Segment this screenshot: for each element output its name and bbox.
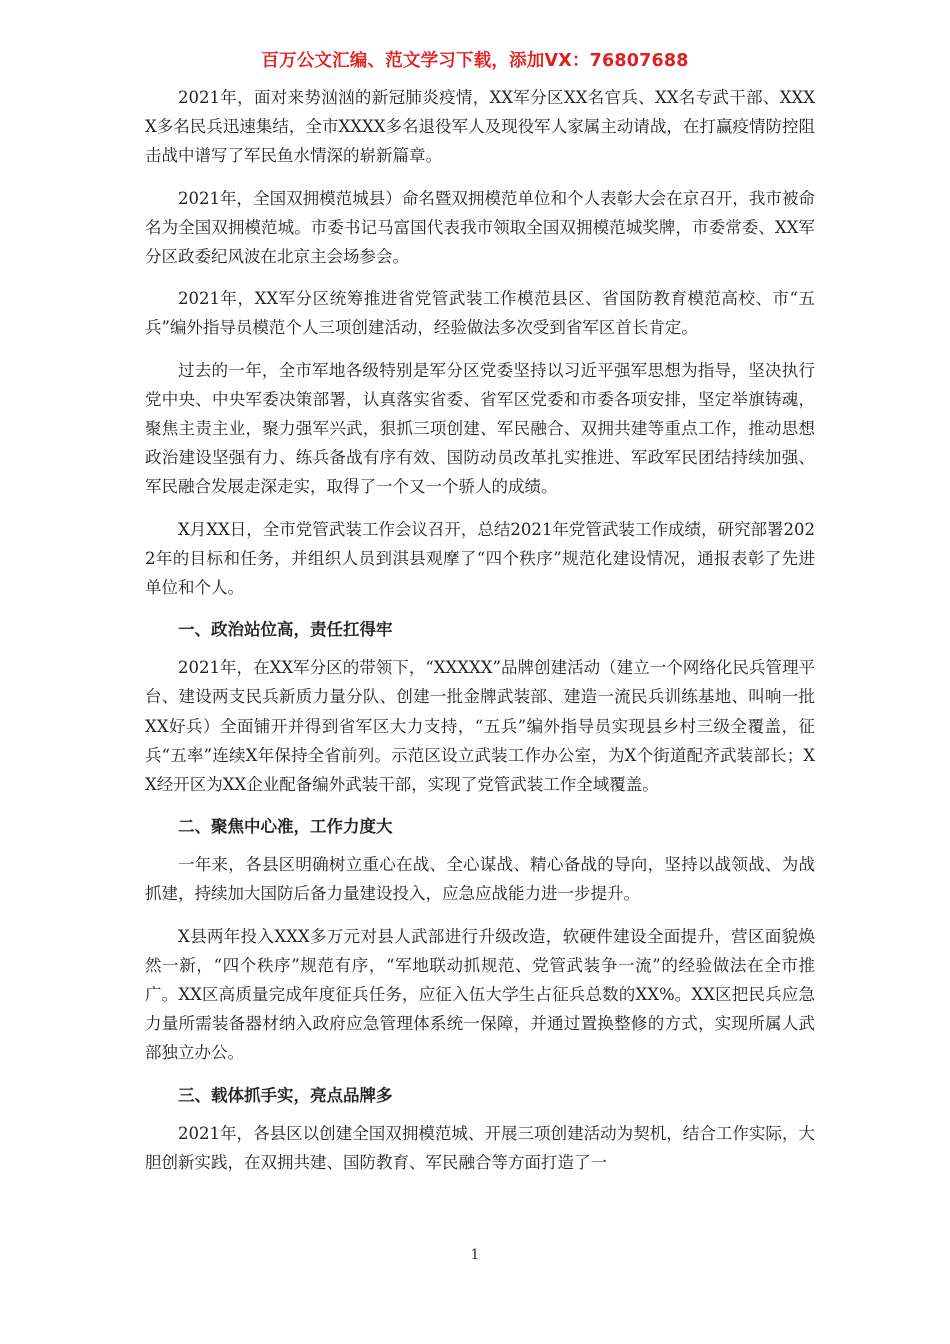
section-heading-3: 三、载体抓手实，亮点品牌多 (178, 1085, 393, 1105)
section-heading-1: 一、政治站位高，责任扛得牢 (178, 620, 393, 640)
section-heading-2: 二、聚焦中心准，工作力度大 (178, 817, 393, 837)
paragraph: X月XX日，全市党管武装工作会议召开，总结2021年党管武装工作成绩，研究部署2022年的目标和任务，并组织人员到淇县观摩了“四个秩序”规范化建设情况，通报表彰了先进单位和个人。 (145, 519, 815, 598)
promo-header: 百万公文汇编、范文学习下载，添加VX：76807688 (261, 51, 689, 71)
document-body (145, 83, 815, 1190)
paragraph: 2021年，各县区以创建全国双拥模范城、开展三项创建活动为契机，结合工作实际，大胆创新实践，在双拥共建、国防教育、军民融合等方面打造了一 (145, 1123, 815, 1172)
paragraph: 过去的一年，全市军地各级特别是军分区党委坚持以习近平强军思想为指导，坚决执行党中央、中央军委决策部署，认真落实省委、省军区党委和市委各项安排，坚定举旗铸魂，聚焦主责主业，聚力强军兴武，狠抓三项创建、军民融合、双拥共建等重点工作，推动思想政治建设坚强有力、练兵备战有序有效、国防动员改革扎实推进、军政军民团结持续加强、军民融合发展走深走实，取得了一个又一个骄人的成绩。 (145, 360, 815, 497)
paragraph: X县两年投入XXX多万元对县人武部进行升级改造，软硬件建设全面提升，营区面貌焕然一新，“四个秩序”规范有序，“军地联动抓规范、党管武装争一流”的经验做法在全市推广。XX区高质量完成年度征兵任务，应征入伍大学生占征兵总数的XX%。XX区把民兵应急力量所需装备器材纳入政府应急管理体系统一保障，并通过置换整修的方式，实现所属人武部独立办公。 (145, 926, 815, 1063)
paragraph: 2021年，全国双拥模范城县）命名暨双拥模范单位和个人表彰大会在京召开，我市被命名为全国双拥模范城。市委书记马富国代表我市领取全国双拥模范城奖牌，市委常委、XX军分区政委纪风波在北京主会场参会。 (145, 188, 815, 267)
paragraph: 一年来，各县区明确树立重心在战、全心谋战、精心备战的导向，坚持以战领战、为战抓建，持续加大国防后备力量建设投入，应急应战能力进一步提升。 (145, 855, 815, 904)
paragraph: 2021年，在XX军分区的带领下，“XXXXX”品牌创建活动（建立一个网络化民兵管理平台、建设两支民兵新质力量分队、创建一批金牌武装部、建造一流民兵训练基地、叫响一批XX好兵）全面铺开并得到省军区大力支持，“五兵”编外指导员实现县乡村三级全覆盖，征兵“五率”连续X年保持全省前列。示范区设立武装工作办公室，为X个街道配齐武装部长；XX经开区为XX企业配备编外武装干部，实现了党管武装工作全域覆盖。 (145, 658, 815, 795)
paragraph: 2021年，XX军分区统筹推进省党管武装工作模范县区、省国防教育模范高校、市“五兵”编外指导员模范个人三项创建活动，经验做法多次受到省军区首长肯定。 (145, 289, 815, 338)
paragraph: 2021年，面对来势汹汹的新冠肺炎疫情，XX军分区XX名官兵、XX名专武干部、XXXX多名民兵迅速集结，全市XXXX多名退役军人及现役军人家属主动请战，在打赢疫情防控阻击战中谱写了军民鱼水情深的崭新篇章。 (145, 88, 815, 166)
page-number: 1 (470, 1247, 480, 1263)
